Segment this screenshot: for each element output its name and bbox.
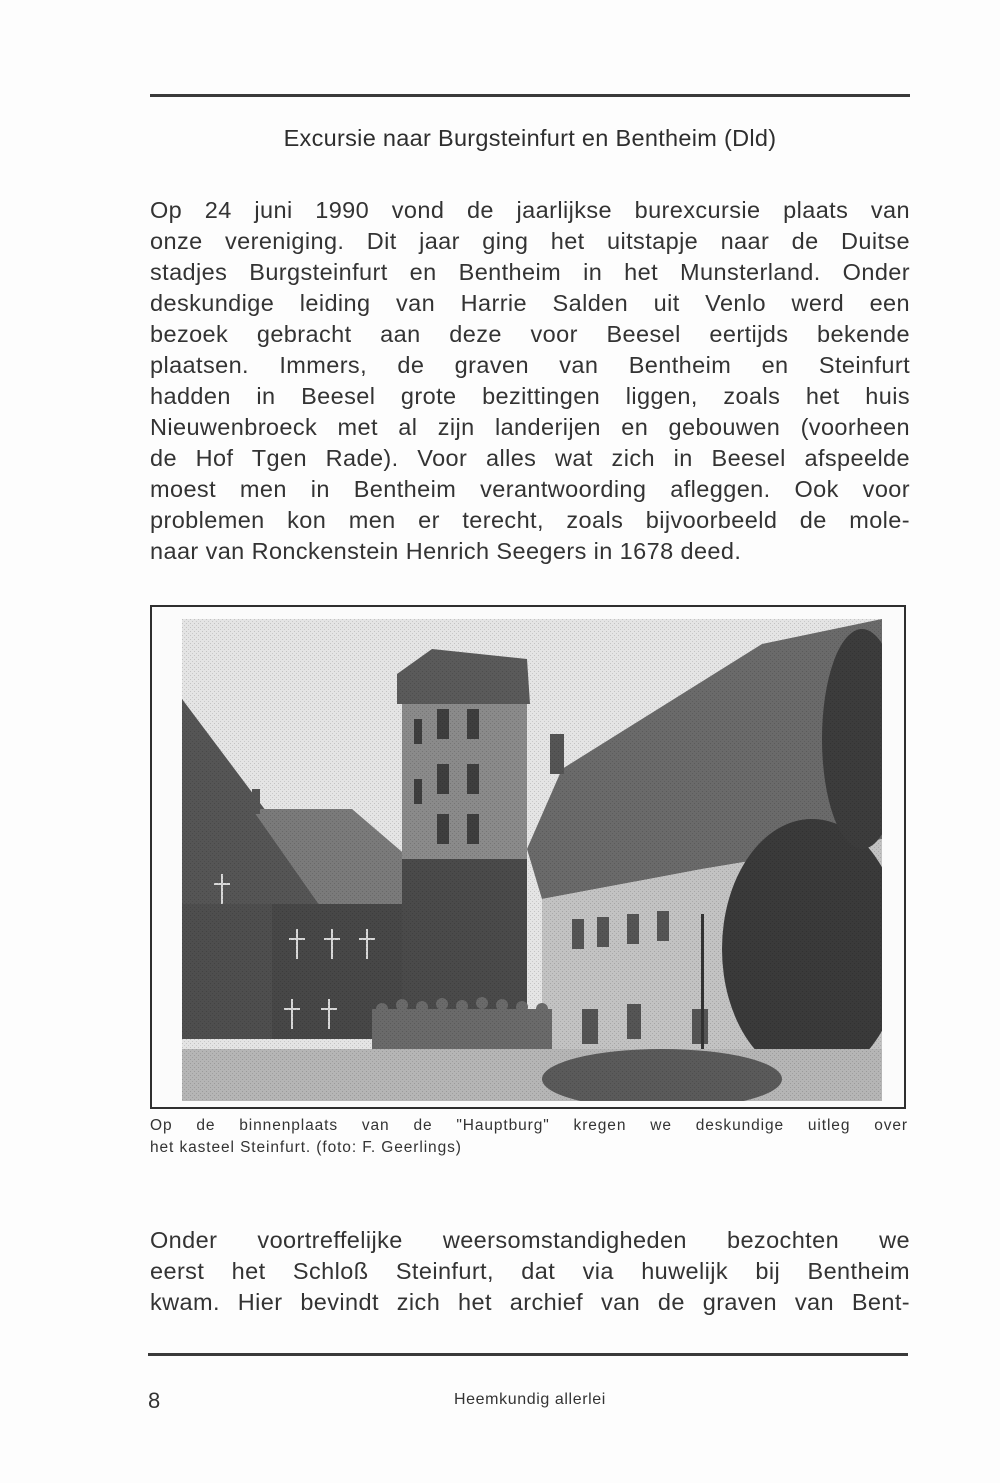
photo-caption [150, 1115, 908, 1159]
publication-title: Heemkundig allerlei [454, 1391, 606, 1408]
text-line: hadden in Beesel grote bezittingen liggen, zoals het huis [150, 383, 910, 409]
text-line: problemen kon men er terecht, zoals bijvoorbeeld de mole- [150, 507, 910, 533]
photo-frame [150, 605, 906, 1109]
photo-grain [182, 619, 882, 1101]
text-line: Onder voortreffelijke weersomstandigheden bezochten we [150, 1227, 910, 1253]
text-line: naar van Ronckenstein Henrich Seegers in 1678 deed. [150, 538, 742, 564]
text-line: moest men in Bentheim verantwoording afleggen. Ook voor [150, 476, 910, 502]
bottom-rule [148, 1353, 908, 1356]
text-line: eerst het Schloß Steinfurt, dat via huwelijk bij Bentheim [150, 1258, 910, 1284]
text-line: stadjes Burgsteinfurt en Bentheim in het Munsterland. Onder [150, 259, 910, 285]
article-title: Excursie naar Burgsteinfurt en Bentheim (Dld) [283, 125, 777, 151]
caption-line: het kasteel Steinfurt. (foto: F. Geerlings) [150, 1139, 462, 1156]
caption-line: Op de binnenplaats van de "Hauptburg" kregen we deskundige uitleg over [150, 1117, 908, 1134]
text-line: kwam. Hier bevindt zich het archief van de graven van Bent- [150, 1289, 910, 1315]
castle-photo-illustration [182, 619, 882, 1101]
text-line: Nieuwenbroeck met al zijn landerijen en gebouwen (voorheen [150, 414, 910, 440]
text-line: Op 24 juni 1990 vond de jaarlijkse burexcursie plaats van [150, 197, 910, 223]
text-line: onze vereniging. Dit jaar ging het uitstapje naar de Duitse [150, 228, 910, 254]
page-number: 8 [148, 1388, 161, 1413]
paragraph-2 [150, 1225, 910, 1318]
top-rule [150, 94, 910, 97]
castle-photo [182, 619, 882, 1101]
paragraph-1 [150, 195, 910, 567]
text-line: de Hof Tgen Rade). Voor alles wat zich in Beesel afspeelde [150, 445, 910, 471]
text-line: plaatsen. Immers, de graven van Bentheim en Steinfurt [150, 352, 910, 378]
text-line: bezoek gebracht aan deze voor Beesel eertijds bekende [150, 321, 910, 347]
text-line: deskundige leiding van Harrie Salden uit Venlo werd een [150, 290, 910, 316]
